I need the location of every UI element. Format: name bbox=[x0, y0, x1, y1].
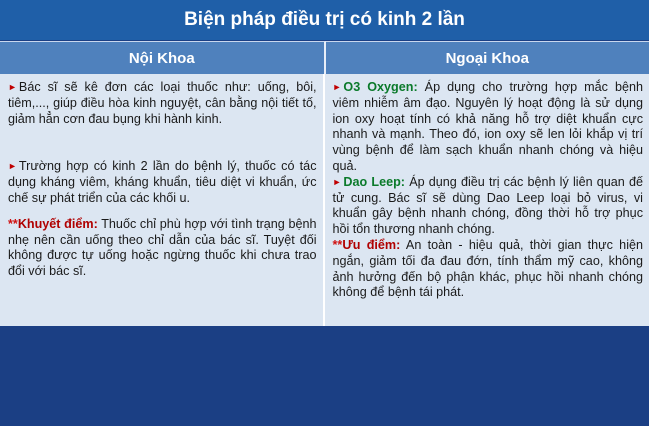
header-row bbox=[0, 41, 649, 74]
bullet-icon: ► bbox=[332, 176, 342, 187]
disadvantage-text: Thuốc chỉ phù hợp với tình trạng bệnh nhẹ nên cần uống theo chỉ dẫn của bác sĩ. Tuyệt đối không được tự uống hoặc ngừng thuốc khi chưa trao đổi với bác sĩ. bbox=[8, 216, 317, 279]
noi-khoa-cell bbox=[0, 74, 325, 326]
ngoai-khoa-cell bbox=[325, 74, 649, 326]
advantage-text: An toàn - hiệu quả, thời gian thực hiện ngắn, giảm tối đa đau đớn, tính thẩm mỹ cao, không ảnh hưởng đến bộ phận khác, phục hồi nhanh chóng không để bệnh tái phát. bbox=[332, 237, 643, 300]
asterisk-marker: ** bbox=[8, 216, 18, 231]
header-ngoai-khoa: Ngoại Khoa bbox=[326, 41, 649, 74]
o3-oxygen-text: Áp dụng cho trường hợp mắc bệnh viêm nhiễm âm đạo. Nguyên lý hoạt động là sử dụng ion oxy hoạt tính có khả năng hỗ trợ diệt khuẩn cực nhanh và mạnh. Theo đó, ion oxy sẽ len lỏi khắp vị trí vùng bệnh để làm sạch khuẩn nhanh chóng và hiệu quả. bbox=[332, 80, 644, 173]
bullet-icon: ► bbox=[332, 82, 342, 92]
noi-khoa-text-2: Trường hợp có kinh 2 lần do bệnh lý, thuốc có tác dụng kháng viêm, kháng khuẩn, tiêu diệt vi khuẩn, ức chế sự phát triển của các khối u. bbox=[8, 159, 317, 205]
dao-leep-text: Áp dụng điều trị các bệnh lý liên quan đế tử cung. Bác sĩ sẽ dùng Dao Leep loại bỏ virus, vi khuẩn gây bệnh nhanh chóng, đồng thời hỗ trợ phục hồi tổn thương nhanh chóng. bbox=[332, 174, 643, 237]
disadvantage-label: Khuyết điểm: bbox=[17, 216, 98, 231]
ngoai-khoa-paragraph-1 bbox=[333, 80, 644, 175]
advantage-label: Ưu điểm: bbox=[342, 237, 401, 252]
bullet-icon: ► bbox=[8, 161, 17, 172]
bullet-icon: ► bbox=[8, 82, 17, 92]
ngoai-khoa-paragraph-2 bbox=[333, 175, 644, 238]
header-noi-khoa: Nội Khoa bbox=[0, 41, 326, 74]
asterisk-marker: ** bbox=[332, 237, 343, 252]
table-title: Biện pháp điều trị có kinh 2 lần bbox=[0, 0, 649, 40]
noi-khoa-paragraph-1 bbox=[8, 80, 317, 127]
noi-khoa-text-1: Bác sĩ sẽ kê đơn các loại thuốc như: uống, bôi, tiêm,..., giúp điều hòa kinh nguyệt, cân bằng nội tiết tố, giảm hẳn cơn đau bụng khi hành kinh. bbox=[8, 80, 317, 126]
noi-khoa-disadvantage bbox=[8, 217, 317, 280]
dao-leep-label: Dao Leep: bbox=[343, 174, 405, 189]
ngoai-khoa-advantage bbox=[333, 238, 644, 301]
content-row bbox=[0, 74, 649, 326]
noi-khoa-paragraph-2 bbox=[8, 159, 317, 206]
o3-oxygen-label: O3 Oxygen: bbox=[343, 80, 418, 94]
